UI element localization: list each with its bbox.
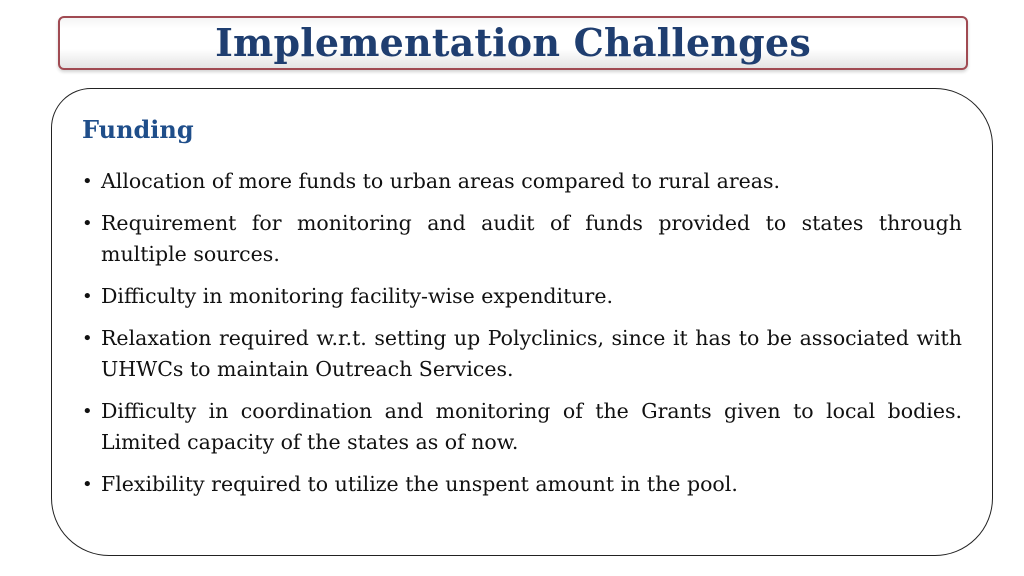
bullet-item xyxy=(82,469,962,500)
bullet-item xyxy=(82,208,962,270)
bullet-list xyxy=(82,166,962,511)
bullet-text: Allocation of more funds to urban areas compared to rural areas. xyxy=(101,169,781,193)
slide-title: Implementation Challenges xyxy=(215,20,811,65)
bullet-item xyxy=(82,323,962,385)
bullet-icon: • xyxy=(82,171,93,192)
bullet-icon: • xyxy=(82,328,93,349)
bullet-text: Difficulty in coordination and monitoring of the Grants given to local bodies. Limited capacity of the states as of now. xyxy=(101,399,962,454)
bullet-text: Requirement for monitoring and audit of funds provided to states through multiple sources. xyxy=(101,211,962,266)
bullet-icon: • xyxy=(82,401,93,422)
bullet-text: Relaxation required w.r.t. setting up Polyclinics, since it has to be associated with UHWCs to maintain Outreach Services. xyxy=(101,326,962,381)
bullet-item xyxy=(82,396,962,458)
title-banner xyxy=(58,16,968,70)
bullet-icon: • xyxy=(82,474,93,495)
bullet-item xyxy=(82,166,962,197)
bullet-icon: • xyxy=(82,213,93,234)
bullet-icon: • xyxy=(82,286,93,307)
bullet-text: Flexibility required to utilize the unspent amount in the pool. xyxy=(101,472,738,496)
bullet-text: Difficulty in monitoring facility-wise expenditure. xyxy=(101,284,613,308)
section-heading: Funding xyxy=(82,115,194,144)
bullet-item xyxy=(82,281,962,312)
